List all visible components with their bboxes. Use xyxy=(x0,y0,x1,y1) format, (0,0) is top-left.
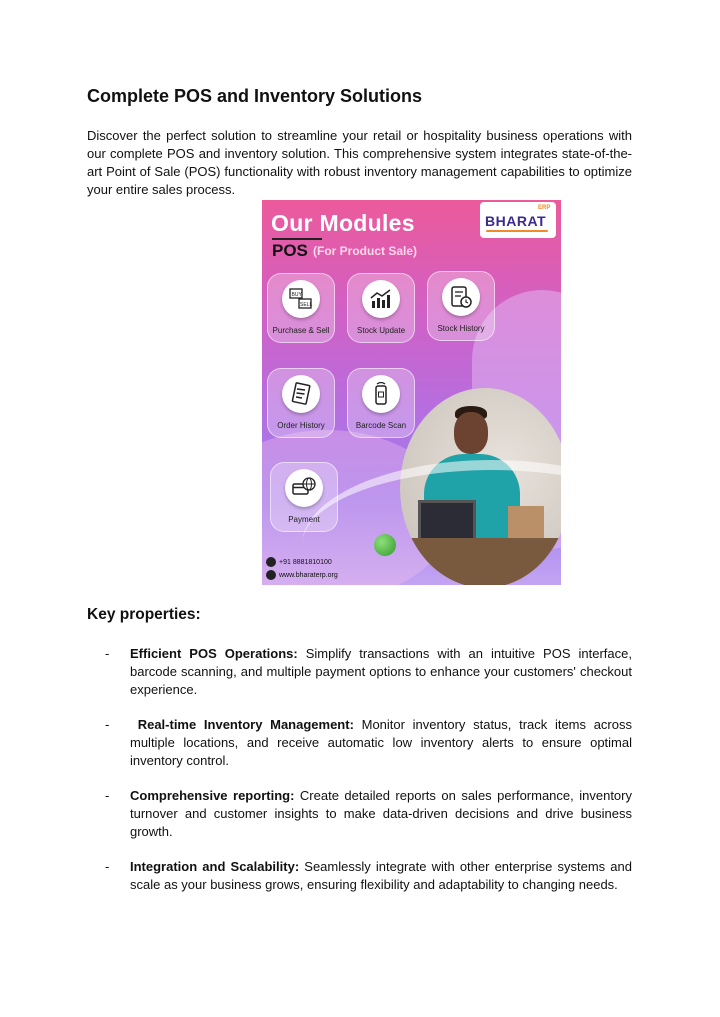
item-title: Real-time Inventory Management: xyxy=(137,717,354,732)
website-url: www.bharaterp.org xyxy=(279,571,338,579)
svg-text:BUY: BUY xyxy=(291,292,302,298)
barcode-scan-icon xyxy=(369,382,393,406)
heading-underline xyxy=(272,238,322,240)
module-barcode-scan xyxy=(347,368,415,438)
list-item xyxy=(87,716,632,770)
poster-pos-label: POS xyxy=(272,241,308,260)
module-stock-history xyxy=(427,271,495,341)
poster-heading: Our Modules xyxy=(271,210,415,236)
green-dot-decoration xyxy=(374,534,396,556)
page-title: Complete POS and Inventory Solutions xyxy=(87,86,423,106)
bullet-dash: - xyxy=(105,646,110,661)
module-stock-update xyxy=(347,273,415,343)
stock-history-icon xyxy=(449,285,473,309)
list-item xyxy=(87,645,632,699)
item-text: Simplify transactions with an intuitive POS interface, barcode scanning, and multiple payment options to enhance your customers' checkout experience. xyxy=(130,646,632,697)
logo-text: BHARAT xyxy=(485,213,547,229)
phone-number: +91 8881810100 xyxy=(279,558,332,566)
pos-modules-poster xyxy=(262,200,561,585)
module-purchase-sell xyxy=(267,273,335,343)
properties-list xyxy=(87,645,632,911)
list-item xyxy=(87,787,632,841)
bullet-dash: - xyxy=(105,859,110,874)
module-label: Order History xyxy=(277,421,325,430)
logo-tag: ERP xyxy=(538,205,551,211)
item-title: Comprehensive reporting: xyxy=(130,788,295,803)
logo-swoosh xyxy=(486,230,548,232)
contact-website xyxy=(266,570,338,580)
item-text: Create detailed reports on sales performance, inventory turnover and customer insights to make data-driven decisions and drive business growth. xyxy=(130,788,632,839)
list-item xyxy=(87,858,632,894)
svg-text:SELL: SELL xyxy=(300,302,313,308)
payment-icon xyxy=(292,476,316,500)
stock-chart-icon xyxy=(369,287,393,311)
intro-paragraph: Discover the perfect solution to streamline your retail or hospitality business operations with our complete POS and inventory solution. This comprehensive system integrates state-of-the-art Point of Sale (POS) functionality with robust inventory management capabilities to optimize your entire sales process. xyxy=(87,128,632,197)
globe-icon xyxy=(266,570,276,580)
buy-sell-icon xyxy=(289,287,313,311)
module-order-history xyxy=(267,368,335,438)
item-title: Efficient POS Operations: xyxy=(130,646,298,661)
item-text: Seamlessly integrate with other enterprise systems and scale as your business grows, ensuring flexibility and adaptability to changing needs. xyxy=(130,859,632,892)
module-label: Purchase & Sell xyxy=(272,326,330,335)
bharat-erp-logo xyxy=(480,202,556,238)
bullet-dash: - xyxy=(105,717,110,732)
item-text: Monitor inventory status, track items across multiple locations, and receive automatic low inventory alerts to ensure optimal inventory control. xyxy=(130,717,632,768)
module-label: Stock History xyxy=(437,324,485,333)
contact-phone xyxy=(266,557,332,567)
key-properties-heading: Key properties: xyxy=(87,606,201,623)
poster-subtitle: (For Product Sale) xyxy=(313,244,418,258)
module-label: Payment xyxy=(288,515,320,524)
module-label: Barcode Scan xyxy=(355,421,407,430)
item-title: Integration and Scalability: xyxy=(130,859,300,874)
module-payment xyxy=(270,462,338,532)
module-label: Stock Update xyxy=(356,326,406,335)
phone-icon xyxy=(266,557,276,567)
order-history-icon xyxy=(289,382,313,406)
bullet-dash: - xyxy=(105,788,110,803)
